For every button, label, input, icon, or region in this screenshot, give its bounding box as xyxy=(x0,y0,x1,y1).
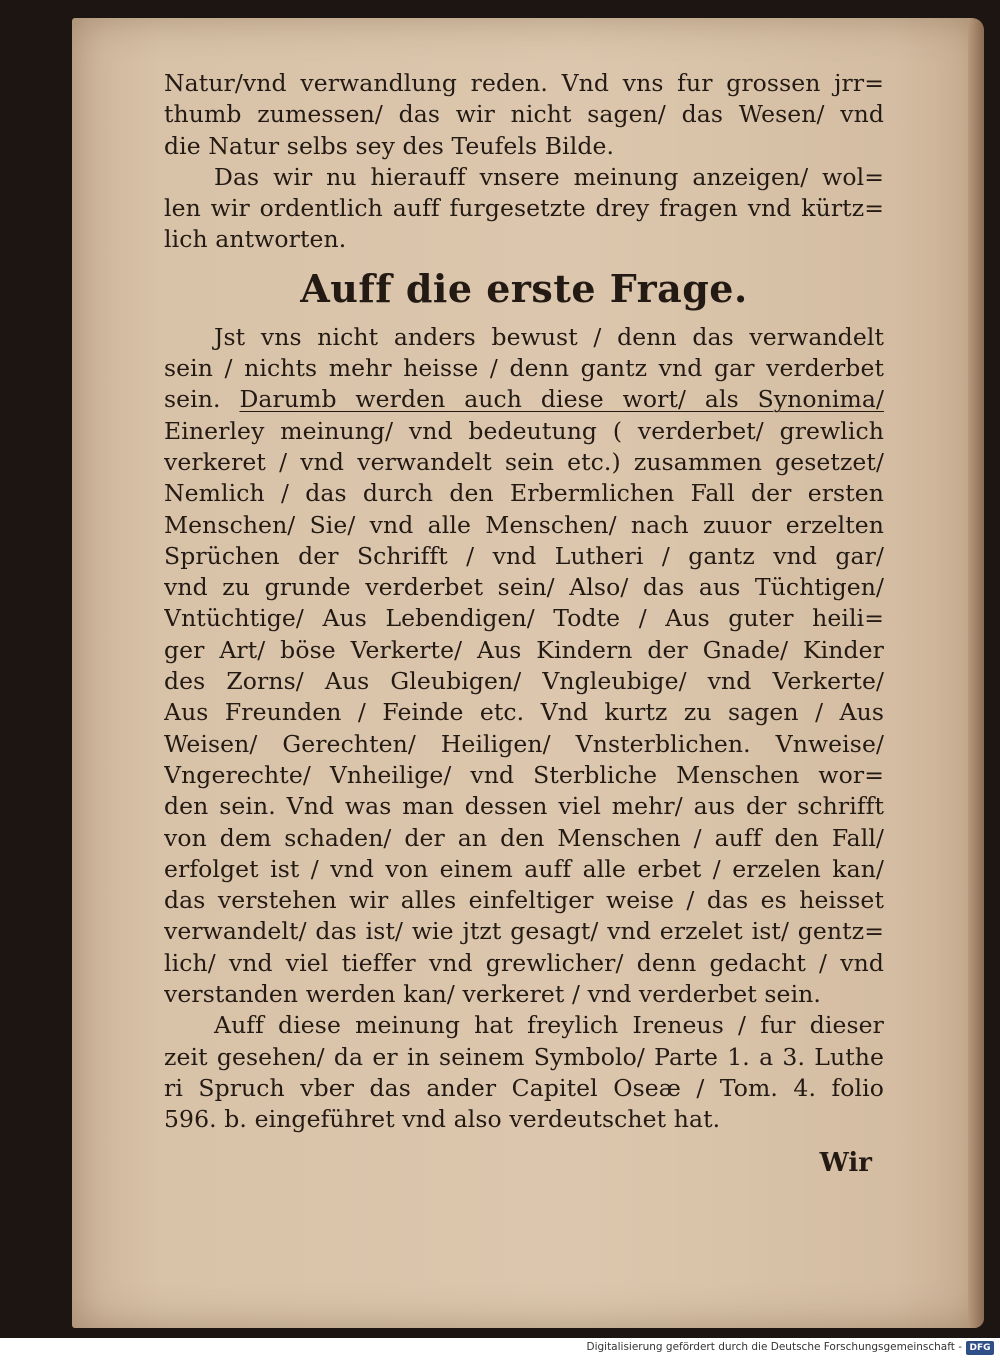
text-line: erfolget ist / vnd von einem auff alle erbet / erzelen kan/ xyxy=(164,854,884,883)
text-line: von dem schaden/ der an den Menschen / auff den Fall/ xyxy=(164,823,884,852)
text-line: Vntüchtige/ Aus Lebendigen/ Todte / Aus guter heili= xyxy=(164,604,884,633)
text-line: Nemlich / das durch den Erbermlichen Fall der ersten xyxy=(164,479,884,508)
text-line: zeit gesehen/ da er in seinem Symbolo/ Parte 1. a 3. Luthe xyxy=(164,1042,884,1071)
underlined-passage: Darumb werden auch diese wort/ als Synonima/ xyxy=(239,385,884,414)
text-line: Natur/vnd verwandlung reden. Vnd vns fur grossen jrr= xyxy=(164,69,884,97)
text-line: Vngerechte/ Vnheilige/ vnd Sterbliche Menschen wor= xyxy=(164,760,884,789)
text-line: Sprüchen der Schrifft / vnd Lutheri / gantz vnd gar/ xyxy=(164,541,884,570)
text-line: 596. b. eingeführet vnd also verdeutschet hat. xyxy=(164,1105,721,1134)
catchword: Wir xyxy=(819,1148,872,1178)
footer-credit: Digitalisierung gefördert durch die Deutsche Forschungsgemeinschaft - xyxy=(586,1341,962,1353)
text-line: verkeret / vnd verwandelt sein etc.) zusammen gesetzet/ xyxy=(164,447,884,476)
text-line: Auff diese meinung hat freylich Ireneus / fur dieser xyxy=(214,1011,884,1040)
text-line: lich/ vnd viel tieffer vnd grewlicher/ denn gedacht / vnd xyxy=(164,948,884,977)
text-line: des Zorns/ Aus Gleubigen/ Vngleubige/ vnd Verkerte/ xyxy=(164,667,884,696)
dfg-logo: DFG xyxy=(966,1341,994,1355)
footer-bar xyxy=(0,1338,1000,1360)
text-line: vnd zu grunde verderbet sein/ Also/ das aus Tüchtigen/ xyxy=(164,573,884,602)
page-edge xyxy=(968,18,984,1328)
text-line: len wir ordentlich auff furgesetzte drey fragen vnd kürtz= xyxy=(164,194,884,223)
text-line: das verstehen wir alles einfeltiger weise / das es heisset xyxy=(164,886,884,915)
text-line: verwandelt/ das ist/ wie jtzt gesagt/ vnd erzelet ist/ gentz= xyxy=(164,917,884,946)
text-line: Weisen/ Gerechten/ Heiligen/ Vnsterblichen. Vnweise/ xyxy=(164,729,884,758)
text-line xyxy=(164,384,884,415)
text-line: Das wir nu hierauff vnsere meinung anzeigen/ wol= xyxy=(214,162,884,191)
paragraph-3 xyxy=(164,322,884,1011)
text-line: Jst vns nicht anders bewust / denn das verwandelt xyxy=(214,322,884,351)
paragraph-2 xyxy=(164,162,884,256)
text-line: Aus Freunden / Feinde etc. Vnd kurtz zu sagen / Aus xyxy=(164,698,884,727)
text-line: sein / nichts mehr heisse / denn gantz vnd gar verderbet xyxy=(164,354,884,383)
text-line: verstanden werden kan/ verkeret / vnd verderbet sein. xyxy=(164,980,821,1009)
text-line: lich antworten. xyxy=(164,225,347,254)
text-line: thumb zumessen/ das wir nicht sagen/ das Wesen/ vnd xyxy=(164,100,884,129)
paragraph-4 xyxy=(164,1010,884,1135)
text-line: ri Spruch vber das ander Capitel Oseæ / Tom. 4. folio xyxy=(164,1073,884,1102)
section-heading: Auff die erste Frage. xyxy=(300,265,748,311)
text-line: Menschen/ Sie/ vnd alle Menschen/ nach zuuor erzelten xyxy=(164,510,884,539)
text-line: ger Art/ böse Verkerte/ Aus Kindern der Gnade/ Kinder xyxy=(164,635,884,664)
paragraph-1 xyxy=(164,68,884,162)
text-line-start: sein. xyxy=(164,385,221,414)
text-line: den sein. Vnd was man dessen viel mehr/ aus der schrifft xyxy=(164,792,884,821)
text-line: Einerley meinung/ vnd bedeutung ( verderbet/ grewlich xyxy=(164,416,884,445)
text-line: die Natur selbs sey des Teufels Bilde. xyxy=(164,131,615,160)
page-text xyxy=(164,68,884,1136)
